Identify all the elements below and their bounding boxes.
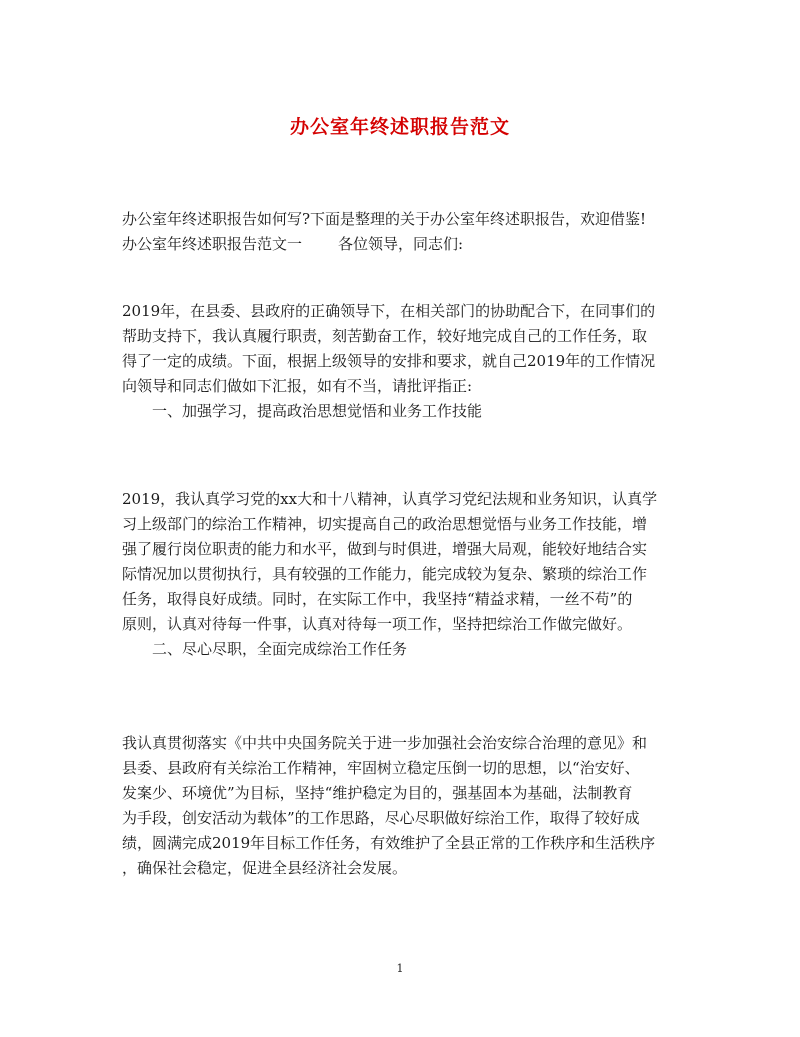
paragraph-line: 为手段，创安活动为载体”的工作思路，尽心尽职做好综治工作，取得了较好成 <box>122 809 640 827</box>
paragraph-line: 习上级部门的综治工作精神，切实提高自己的政治思想觉悟与业务工作技能，增 <box>122 515 648 533</box>
intro-line-2 <box>122 232 682 257</box>
paragraph-3 <box>122 731 682 881</box>
section-heading-2: 二、尽心尽职，全面完成综治工作任务 <box>152 640 408 658</box>
intro-block <box>122 207 682 257</box>
page-number: 1 <box>396 962 404 975</box>
paragraph-line: 2019年，在县委、县政府的正确领导下，在相关部门的协助配合下，在同事们的 <box>122 302 656 320</box>
intro-line-1: 办公室年终述职报告如何写?下面是整理的关于办公室年终述职报告，欢迎借鉴! <box>122 210 647 228</box>
paragraph-line: 任务，取得良好成绩。同时，在实际工作中，我坚持“精益求精，一丝不苟”的 <box>122 590 633 608</box>
document-title: 办公室年终述职报告范文 <box>289 116 510 138</box>
paragraph-line: 县委、县政府有关综治工作精神，牢固树立稳定压倒一切的思想，以“治安好、 <box>122 759 640 777</box>
salutation: 各位领导，同志们: <box>338 235 464 253</box>
sample-heading: 办公室年终述职报告范文一 <box>122 235 303 253</box>
paragraph-line: 向领导和同志们做如下汇报，如有不当，请批评指正: <box>122 377 473 395</box>
paragraph-line: 强了履行岗位职责的能力和水平，做到与时俱进，增强大局观，能较好地结合实 <box>122 540 648 558</box>
paragraph-line: 际情况加以贯彻执行，具有较强的工作能力，能完成较为复杂、繁琐的综治工作 <box>122 565 648 583</box>
paragraph-2 <box>122 487 682 662</box>
paragraph-line: 绩，圆满完成2019年目标工作任务，有效维护了全县正常的工作秩序和生活秩序 <box>122 834 656 852</box>
paragraph-1 <box>122 299 682 424</box>
paragraph-line: 2019，我认真学习党的xx大和十八精神，认真学习党纪法规和业务知识，认真学 <box>122 490 658 508</box>
paragraph-line: 原则，认真对待每一件事，认真对待每一项工作，坚持把综治工作做完做好。 <box>122 615 633 633</box>
section-heading-1: 一、加强学习，提高政治思想觉悟和业务工作技能 <box>152 402 483 420</box>
paragraph-line: 我认真贯彻落实《中共中央国务院关于进一步加强社会治安综合治理的意见》和 <box>122 734 648 752</box>
paragraph-line: 发案少、环境优”为目标，坚持“维护稳定为目的，强基固本为基础，法制教育 <box>122 784 633 802</box>
paragraph-line: 得了一定的成绩。下面，根据上级领导的安排和要求，就自己2019年的工作情况 <box>122 352 656 370</box>
paragraph-line: 帮助支持下，我认真履行职责，刻苦勤奋工作，较好地完成自己的工作任务，取 <box>122 327 648 345</box>
paragraph-line: ，确保社会稳定，促进全县经济社会发展。 <box>122 859 408 877</box>
